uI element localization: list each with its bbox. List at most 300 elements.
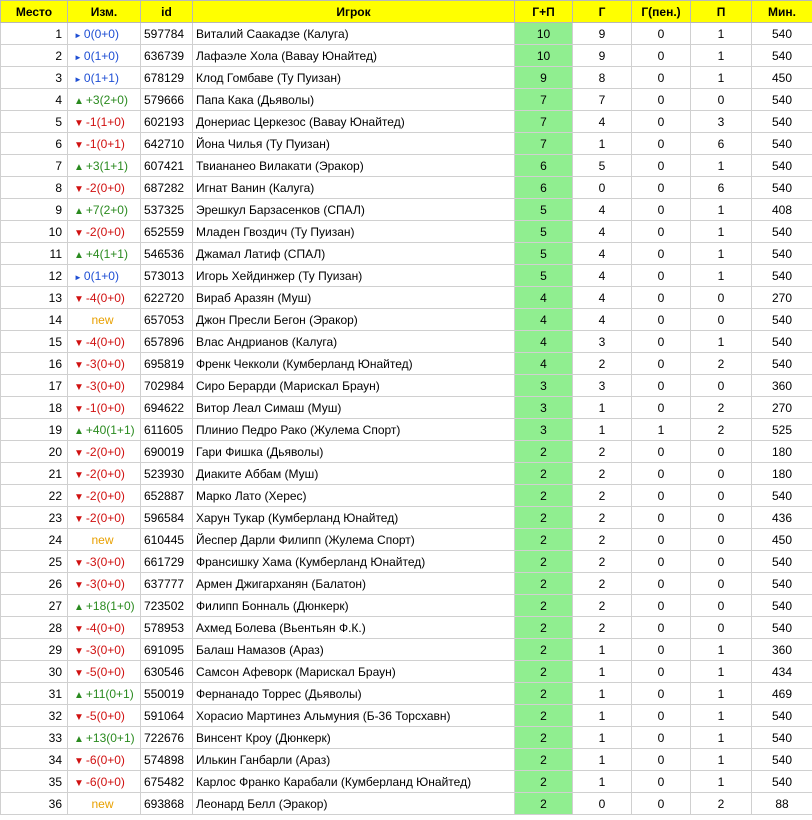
down-arrow-icon: ▼ [74,359,84,371]
table-row[interactable] [1,639,812,661]
change-cell [68,265,141,287]
goals-assists-cell: 7 [515,111,573,133]
player-id-cell: 596584 [141,507,193,529]
player-name-cell: Виталий Саакадзе (Калуга) [193,23,515,45]
change-value: -6(0+0) [85,752,125,767]
player-name-cell: Армен Джигарханян (Балатон) [193,573,515,595]
change-value: -3(0+0) [85,356,125,371]
assists-cell: 0 [691,287,752,309]
goals-cell: 2 [573,595,632,617]
header-change[interactable]: Изм. [68,1,141,23]
goals-cell: 2 [573,529,632,551]
player-name-cell: Карлос Франко Карабали (Кумберланд Юнайтед) [193,771,515,793]
down-arrow-icon: ▼ [74,469,84,481]
rank-cell: 12 [1,265,68,287]
penalty-goals-cell: 0 [632,617,691,639]
minutes-cell: 450 [752,529,812,551]
table-row[interactable] [1,243,812,265]
change-value: +13(0+1) [85,730,135,745]
goals-cell: 2 [573,441,632,463]
goals-cell: 8 [573,67,632,89]
rank-cell: 20 [1,441,68,463]
table-row[interactable] [1,45,812,67]
rank-cell: 7 [1,155,68,177]
assists-cell: 1 [691,727,752,749]
player-name-cell: Самсон Афеворк (Марискал Браун) [193,661,515,683]
goals-cell: 1 [573,705,632,727]
player-id-cell: 694622 [141,397,193,419]
assists-cell: 1 [691,155,752,177]
table-row[interactable] [1,771,812,793]
minutes-cell: 540 [752,221,812,243]
rank-cell: 30 [1,661,68,683]
up-arrow-icon: ▲ [74,601,84,613]
change-cell [68,595,141,617]
penalty-goals-cell: 0 [632,353,691,375]
table-row[interactable] [1,265,812,287]
assists-cell: 1 [691,661,752,683]
assists-cell: 1 [691,331,752,353]
goals-cell: 1 [573,661,632,683]
change-value: -1(1+0) [85,114,125,129]
assists-cell: 2 [691,397,752,419]
goals-cell: 4 [573,309,632,331]
header-rank[interactable]: Место [1,1,68,23]
table-row[interactable] [1,353,812,375]
header-minutes[interactable]: Мин. [752,1,812,23]
player-name-cell: Игорь Хейдинжер (Ту Пуизан) [193,265,515,287]
table-row[interactable] [1,221,812,243]
up-arrow-icon: ▲ [74,249,84,261]
change-cell [68,463,141,485]
player-id-cell: 537325 [141,199,193,221]
change-cell [68,331,141,353]
change-value: -4(0+0) [85,290,125,305]
header-player[interactable]: Игрок [193,1,515,23]
goals-cell: 3 [573,331,632,353]
table-row[interactable] [1,573,812,595]
down-arrow-icon: ▼ [74,381,84,393]
penalty-goals-cell: 0 [632,243,691,265]
new-badge: new [91,532,114,547]
goals-assists-cell: 3 [515,397,573,419]
assists-cell: 0 [691,89,752,111]
table-row[interactable] [1,23,812,45]
player-name-cell: Винсент Кроу (Дюнкерк) [193,727,515,749]
assists-cell: 1 [691,265,752,287]
goals-cell: 4 [573,221,632,243]
down-arrow-icon: ▼ [74,579,84,591]
rank-cell: 15 [1,331,68,353]
table-row[interactable] [1,793,812,815]
assists-cell: 0 [691,375,752,397]
table-row[interactable] [1,309,812,331]
table-row[interactable] [1,89,812,111]
assists-cell: 1 [691,67,752,89]
table-row[interactable] [1,375,812,397]
table-row[interactable] [1,617,812,639]
minutes-cell: 270 [752,287,812,309]
rank-cell: 3 [1,67,68,89]
penalty-goals-cell: 0 [632,331,691,353]
goals-assists-cell: 9 [515,67,573,89]
goals-assists-cell: 5 [515,221,573,243]
player-name-cell: Франсишку Хама (Кумберланд Юнайтед) [193,551,515,573]
assists-cell: 0 [691,551,752,573]
table-row[interactable] [1,331,812,353]
change-value: +3(2+0) [85,92,128,107]
penalty-goals-cell: 0 [632,287,691,309]
goals-cell: 2 [573,573,632,595]
goals-cell: 4 [573,111,632,133]
change-value: 0(0+0) [83,26,119,41]
minutes-cell: 540 [752,727,812,749]
down-arrow-icon: ▼ [74,447,84,459]
goals-cell: 1 [573,771,632,793]
down-arrow-icon: ▼ [74,645,84,657]
down-arrow-icon: ▼ [74,403,84,415]
player-name-cell: Леонард Белл (Эракор) [193,793,515,815]
change-value: -5(0+0) [85,708,125,723]
change-value: -2(0+0) [85,510,125,525]
assists-cell: 1 [691,683,752,705]
change-cell [68,485,141,507]
goals-cell: 0 [573,793,632,815]
change-cell [68,507,141,529]
new-badge: new [91,796,114,811]
player-name-cell: Илькин Ганбарли (Араз) [193,749,515,771]
minutes-cell: 540 [752,309,812,331]
rank-cell: 10 [1,221,68,243]
up-arrow-icon: ▲ [74,161,84,173]
penalty-goals-cell: 0 [632,265,691,287]
player-id-cell: 722676 [141,727,193,749]
table-row[interactable] [1,463,812,485]
goals-cell: 2 [573,485,632,507]
table-row[interactable] [1,441,812,463]
goals-assists-cell: 7 [515,133,573,155]
change-cell [68,309,141,331]
penalty-goals-cell: 0 [632,551,691,573]
header-penalty-goals[interactable]: Г(пен.) [632,1,691,23]
change-value: -4(0+0) [85,334,125,349]
header-goals-assists[interactable]: Г+П [515,1,573,23]
down-arrow-icon: ▼ [74,667,84,679]
goals-cell: 1 [573,397,632,419]
player-id-cell: 622720 [141,287,193,309]
header-assists[interactable]: П [691,1,752,23]
minutes-cell: 540 [752,617,812,639]
change-cell [68,23,141,45]
change-value: -1(0+1) [85,136,125,151]
goals-assists-cell: 10 [515,45,573,67]
player-id-cell: 636739 [141,45,193,67]
goals-assists-cell: 2 [515,463,573,485]
assists-cell: 0 [691,573,752,595]
change-cell [68,529,141,551]
player-id-cell: 675482 [141,771,193,793]
penalty-goals-cell: 0 [632,683,691,705]
player-id-cell: 637777 [141,573,193,595]
goals-cell: 4 [573,199,632,221]
minutes-cell: 360 [752,375,812,397]
rank-cell: 21 [1,463,68,485]
table-row[interactable] [1,683,812,705]
table-row[interactable] [1,199,812,221]
goals-assists-cell: 2 [515,705,573,727]
rank-cell: 26 [1,573,68,595]
player-name-cell: Хорасио Мартинез Альмуния (Б-36 Торсхавн) [193,705,515,727]
minutes-cell: 408 [752,199,812,221]
up-arrow-icon: ▲ [74,425,84,437]
assists-cell: 1 [691,749,752,771]
change-cell [68,287,141,309]
change-cell [68,793,141,815]
change-cell [68,375,141,397]
change-cell [68,67,141,89]
goals-cell: 2 [573,353,632,375]
player-id-cell: 579666 [141,89,193,111]
player-name-cell: Диаките Аббам (Муш) [193,463,515,485]
minutes-cell: 360 [752,639,812,661]
table-row[interactable] [1,705,812,727]
player-name-cell: Папа Кака (Дьяволы) [193,89,515,111]
minutes-cell: 270 [752,397,812,419]
table-row[interactable] [1,485,812,507]
change-value: -3(0+0) [85,554,125,569]
penalty-goals-cell: 0 [632,705,691,727]
minutes-cell: 540 [752,551,812,573]
down-arrow-icon: ▼ [74,557,84,569]
player-name-cell: Харун Тукар (Кумберланд Юнайтед) [193,507,515,529]
change-value: +7(2+0) [85,202,128,217]
goals-assists-cell: 4 [515,287,573,309]
goals-cell: 3 [573,375,632,397]
change-cell [68,639,141,661]
assists-cell: 2 [691,353,752,375]
assists-cell: 2 [691,419,752,441]
player-name-cell: Клод Гомбаве (Ту Пуизан) [193,67,515,89]
table-row[interactable] [1,287,812,309]
rank-cell: 1 [1,23,68,45]
goals-assists-cell: 2 [515,573,573,595]
goals-assists-cell: 6 [515,155,573,177]
goals-assists-cell: 6 [515,177,573,199]
goals-assists-cell: 2 [515,683,573,705]
player-id-cell: 546536 [141,243,193,265]
penalty-goals-cell: 0 [632,661,691,683]
player-id-cell: 723502 [141,595,193,617]
goals-cell: 1 [573,639,632,661]
player-id-cell: 610445 [141,529,193,551]
goals-assists-cell: 4 [515,331,573,353]
rank-cell: 24 [1,529,68,551]
assists-cell: 2 [691,793,752,815]
penalty-goals-cell: 0 [632,727,691,749]
goals-assists-cell: 2 [515,749,573,771]
header-goals[interactable]: Г [573,1,632,23]
change-value: 0(1+1) [83,70,119,85]
rank-cell: 35 [1,771,68,793]
player-name-cell: Донериас Церкезос (Вавау Юнайтед) [193,111,515,133]
goals-cell: 2 [573,463,632,485]
table-row[interactable] [1,177,812,199]
player-name-cell: Френк Чекколи (Кумберланд Юнайтед) [193,353,515,375]
change-value: -2(0+0) [85,488,125,503]
assists-cell: 0 [691,529,752,551]
table-row[interactable] [1,397,812,419]
rank-cell: 5 [1,111,68,133]
change-value: -4(0+0) [85,620,125,635]
goals-assists-cell: 3 [515,419,573,441]
assists-cell: 0 [691,507,752,529]
change-cell [68,89,141,111]
penalty-goals-cell: 0 [632,155,691,177]
penalty-goals-cell: 0 [632,485,691,507]
player-name-cell: Вираб Аразян (Муш) [193,287,515,309]
table-row[interactable] [1,529,812,551]
table-row[interactable] [1,551,812,573]
change-value: +4(1+1) [85,246,128,261]
header-id[interactable]: id [141,1,193,23]
rank-cell: 32 [1,705,68,727]
goals-assists-cell: 2 [515,727,573,749]
change-cell [68,199,141,221]
player-name-cell: Балаш Намазов (Араз) [193,639,515,661]
assists-cell: 0 [691,485,752,507]
penalty-goals-cell: 0 [632,573,691,595]
down-arrow-icon: ▼ [74,711,84,723]
player-id-cell: 591064 [141,705,193,727]
goals-cell: 5 [573,155,632,177]
goals-cell: 4 [573,287,632,309]
player-id-cell: 695819 [141,353,193,375]
rank-cell: 17 [1,375,68,397]
change-value: -2(0+0) [85,180,125,195]
penalty-goals-cell: 0 [632,221,691,243]
minutes-cell: 469 [752,683,812,705]
penalty-goals-cell: 0 [632,177,691,199]
goals-assists-cell: 2 [515,793,573,815]
change-value: -2(0+0) [85,224,125,239]
player-id-cell: 702984 [141,375,193,397]
penalty-goals-cell: 0 [632,111,691,133]
goals-assists-cell: 3 [515,375,573,397]
change-cell [68,353,141,375]
change-value: -2(0+0) [85,444,125,459]
table-row[interactable] [1,419,812,441]
player-id-cell: 693868 [141,793,193,815]
goals-assists-cell: 2 [515,441,573,463]
table-row[interactable] [1,595,812,617]
rank-cell: 25 [1,551,68,573]
minutes-cell: 540 [752,705,812,727]
goals-assists-cell: 2 [515,507,573,529]
rank-cell: 34 [1,749,68,771]
table-row[interactable] [1,133,812,155]
change-cell [68,771,141,793]
table-row[interactable] [1,67,812,89]
table-row[interactable] [1,727,812,749]
table-body [1,23,812,815]
rank-cell: 13 [1,287,68,309]
table-row[interactable] [1,111,812,133]
penalty-goals-cell: 0 [632,639,691,661]
change-cell [68,397,141,419]
table-row[interactable] [1,749,812,771]
rank-cell: 8 [1,177,68,199]
change-cell [68,111,141,133]
minutes-cell: 540 [752,23,812,45]
goals-cell: 2 [573,551,632,573]
penalty-goals-cell: 0 [632,309,691,331]
player-name-cell: Плинио Педро Рако (Жулема Спорт) [193,419,515,441]
penalty-goals-cell: 0 [632,397,691,419]
rank-cell: 36 [1,793,68,815]
player-id-cell: 652887 [141,485,193,507]
assists-cell: 3 [691,111,752,133]
minutes-cell: 540 [752,155,812,177]
change-cell [68,221,141,243]
player-name-cell: Джон Пресли Бегон (Эракор) [193,309,515,331]
goals-cell: 0 [573,177,632,199]
table-row[interactable] [1,661,812,683]
assists-cell: 1 [691,199,752,221]
change-value: +40(1+1) [85,422,135,437]
change-cell [68,573,141,595]
assists-cell: 6 [691,133,752,155]
minutes-cell: 434 [752,661,812,683]
goals-cell: 1 [573,419,632,441]
rank-cell: 18 [1,397,68,419]
goals-cell: 1 [573,749,632,771]
player-id-cell: 602193 [141,111,193,133]
player-id-cell: 691095 [141,639,193,661]
player-name-cell: Марко Лато (Херес) [193,485,515,507]
minutes-cell: 540 [752,265,812,287]
minutes-cell: 540 [752,485,812,507]
goals-assists-cell: 2 [515,485,573,507]
change-value: -3(0+0) [85,576,125,591]
rank-cell: 6 [1,133,68,155]
minutes-cell: 540 [752,133,812,155]
goals-assists-cell: 2 [515,529,573,551]
table-row[interactable] [1,155,812,177]
goals-cell: 1 [573,683,632,705]
minutes-cell: 540 [752,595,812,617]
table-row[interactable] [1,507,812,529]
assists-cell: 1 [691,221,752,243]
change-value: -2(0+0) [85,466,125,481]
down-arrow-icon: ▼ [74,777,84,789]
player-name-cell: Джамал Латиф (СПАЛ) [193,243,515,265]
goals-assists-cell: 2 [515,595,573,617]
player-name-cell: Ахмед Болева (Вьентьян Ф.К.) [193,617,515,639]
down-arrow-icon: ▼ [74,755,84,767]
change-cell [68,727,141,749]
rank-cell: 27 [1,595,68,617]
goals-cell: 7 [573,89,632,111]
goals-assists-cell: 4 [515,353,573,375]
player-id-cell: 661729 [141,551,193,573]
up-arrow-icon: ▲ [74,205,84,217]
rank-cell: 22 [1,485,68,507]
assists-cell: 0 [691,595,752,617]
change-value: -3(0+0) [85,378,125,393]
goals-assists-cell: 2 [515,639,573,661]
player-id-cell: 687282 [141,177,193,199]
player-name-cell: Йеспер Дарли Филипп (Жулема Спорт) [193,529,515,551]
